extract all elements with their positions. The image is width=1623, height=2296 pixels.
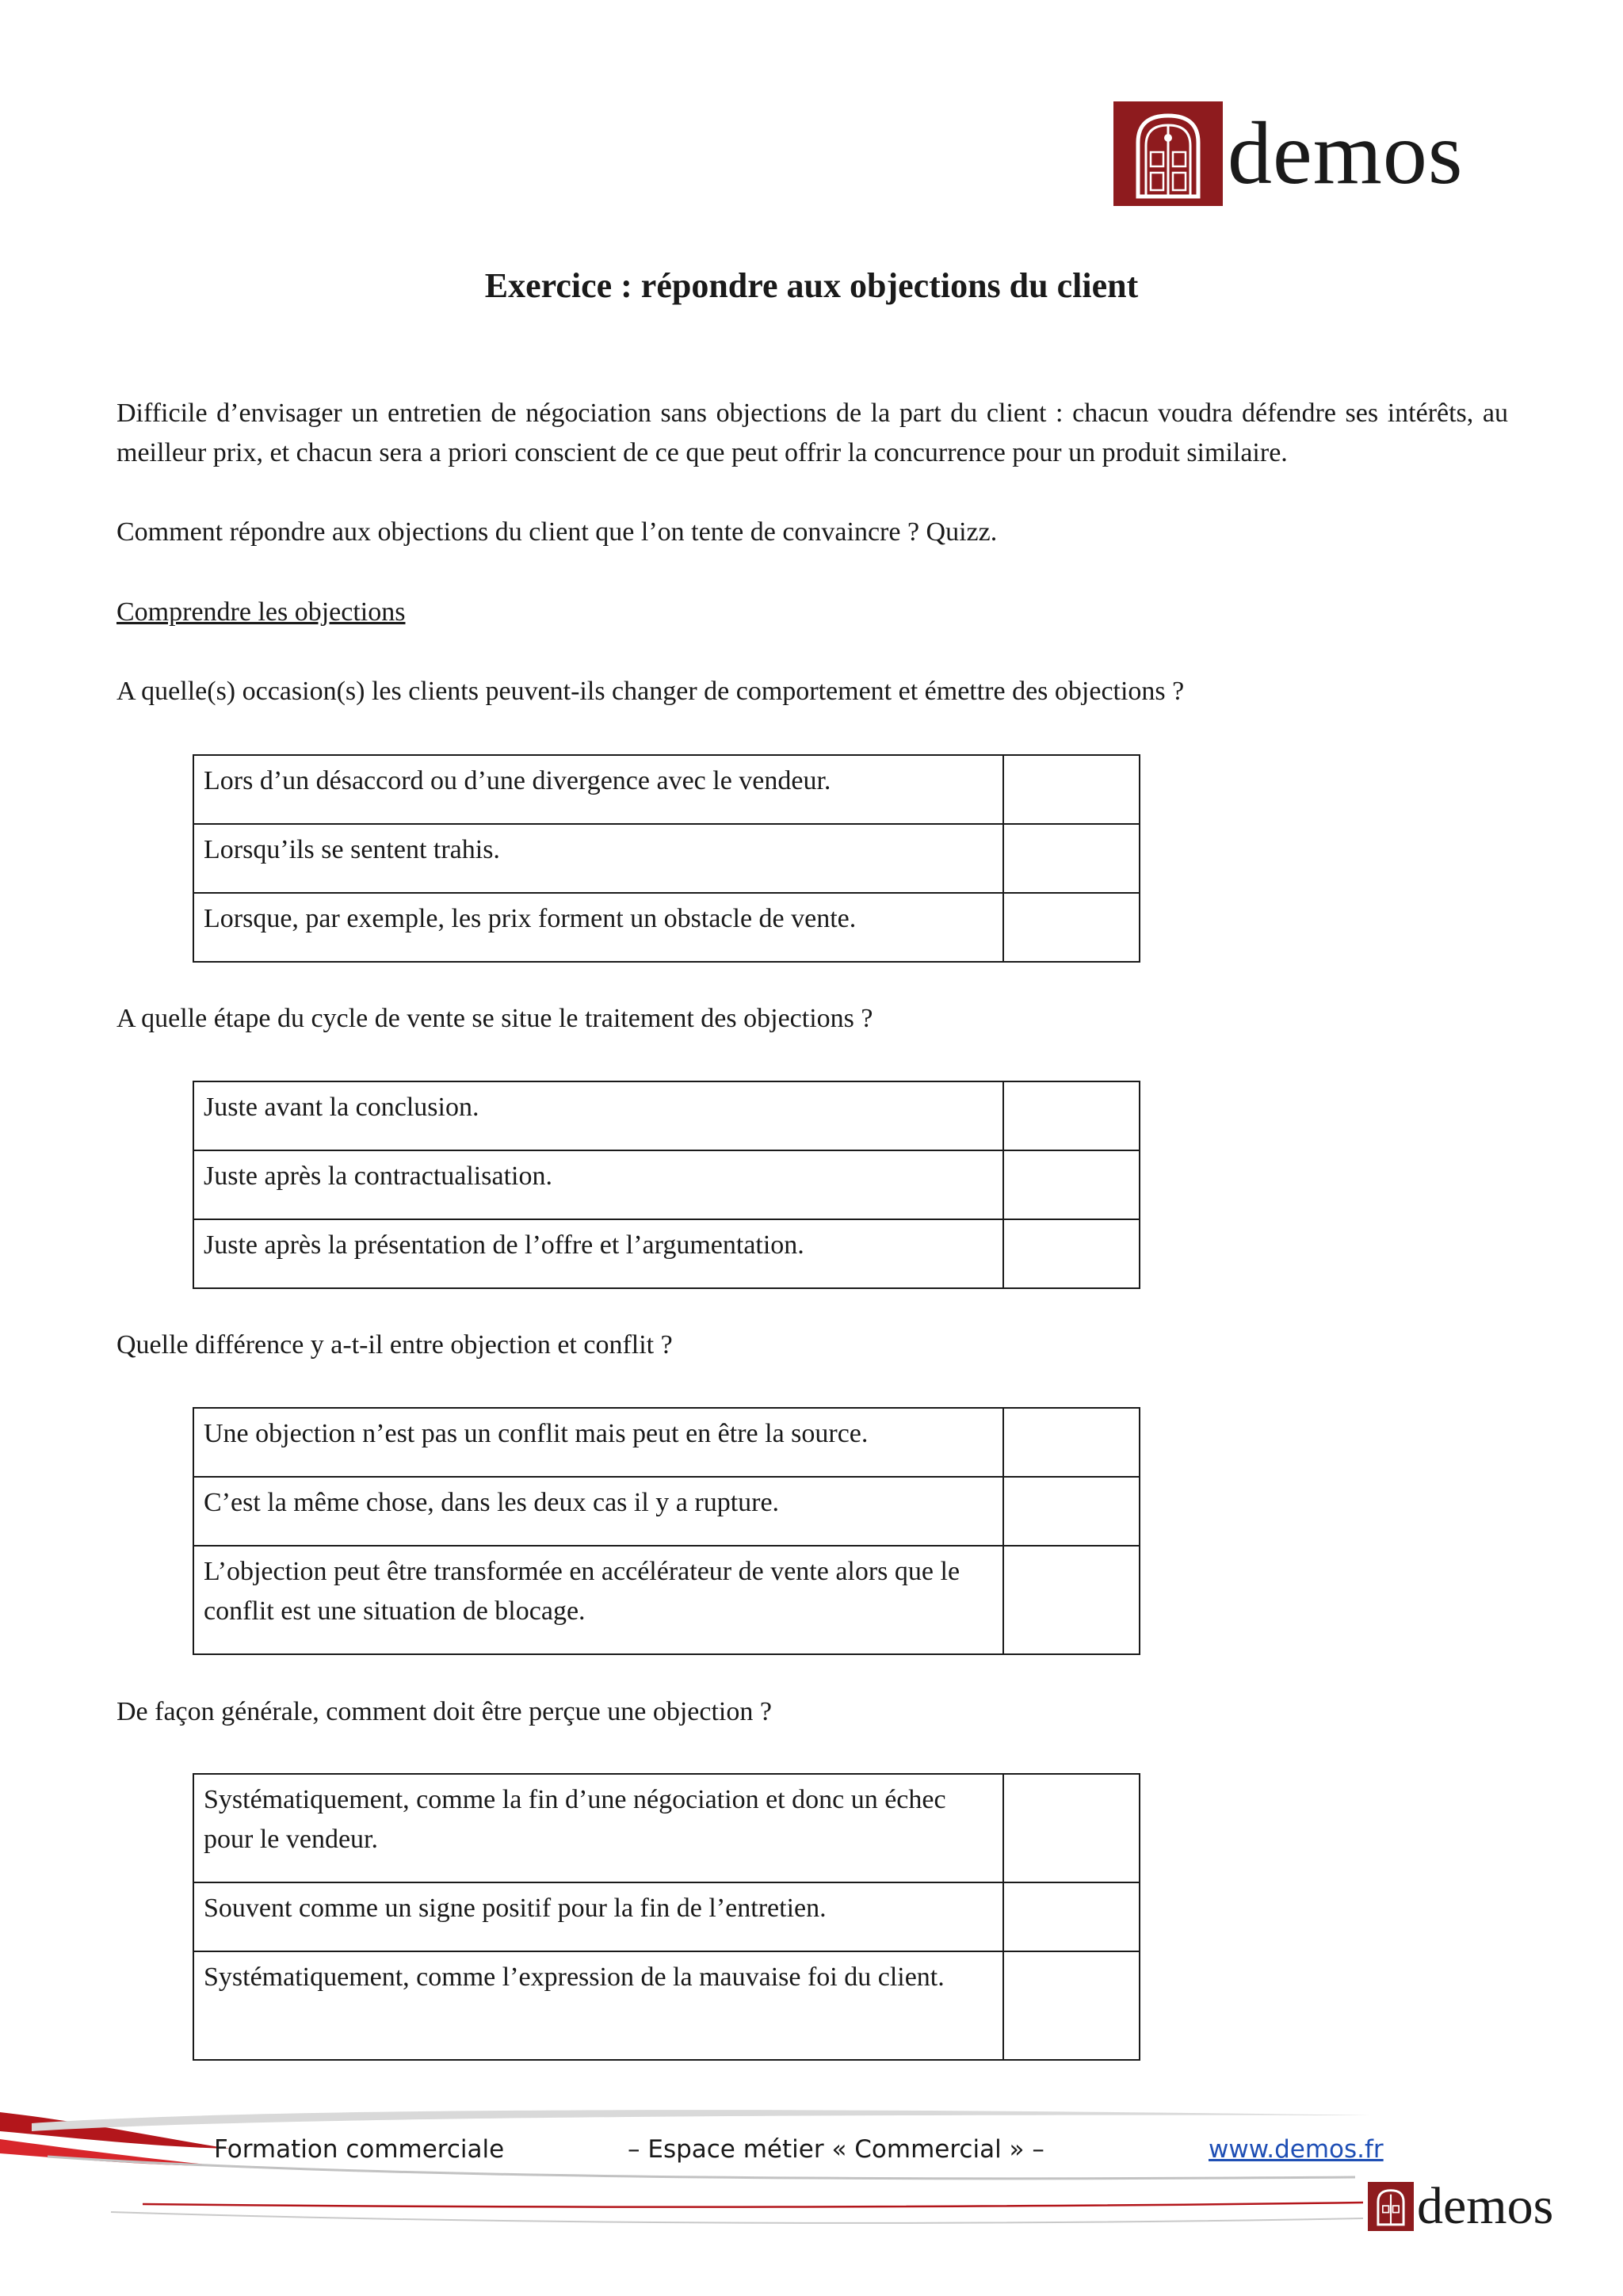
answer-checkbox[interactable] [1003,1219,1140,1288]
logo-wordmark: demos [1228,105,1464,203]
option-label: Souvent comme un signe positif pour la fin de l’entretien. [193,1882,1003,1951]
option-label: Lors d’un désaccord ou d’une divergence avec le vendeur. [193,755,1003,824]
question-3: Quelle différence y a-t-il entre objection et conflit ? [116,1330,673,1360]
option-row [193,1882,1140,1951]
footer-center-text: – Espace métier « Commercial » – [628,2135,1044,2164]
option-label: Lorsqu’ils se sentent trahis. [193,824,1003,893]
intro-question: Comment répondre aux objections du client que l’on tente de convaincre ? Quizz. [116,517,998,547]
footer-website-link[interactable]: www.demos.fr [1209,2135,1384,2164]
option-label: C’est la même chose, dans les deux cas il y a rupture. [193,1477,1003,1546]
answer-checkbox[interactable] [1003,755,1140,824]
footer-left-text: Formation commerciale [214,2135,505,2164]
answer-checkbox[interactable] [1003,1882,1140,1951]
option-label: L’objection peut être transformée en accélérateur de vente alors que le conflit est une situation de blocage. [193,1546,1003,1654]
footer-logo-wordmark: demos [1417,2177,1554,2235]
section-heading: Comprendre les objections [116,597,406,627]
answer-checkbox[interactable] [1003,1951,1140,2060]
answer-checkbox[interactable] [1003,1081,1140,1150]
answer-checkbox[interactable] [1003,1150,1140,1219]
answer-checkbox[interactable] [1003,1774,1140,1882]
answer-checkbox[interactable] [1003,1408,1140,1477]
option-label: Juste avant la conclusion. [193,1081,1003,1150]
option-label: Juste après la présentation de l’offre et l’argumentation. [193,1219,1003,1288]
option-row [193,1546,1140,1654]
option-row [193,893,1140,962]
option-label: Lorsque, par exemple, les prix forment un obstacle de vente. [193,893,1003,962]
answer-checkbox[interactable] [1003,824,1140,893]
options-table-3 [193,1407,1140,1655]
option-row [193,1774,1140,1882]
answer-checkbox[interactable] [1003,1477,1140,1546]
question-1: A quelle(s) occasion(s) les clients peuvent-ils changer de comportement et émettre des objections ? [116,677,1185,706]
footer-demos-logo [1368,2177,1554,2235]
option-label: Systématiquement, comme l’expression de la mauvaise foi du client. [193,1951,1003,2060]
options-table-4 [193,1773,1140,2061]
door-emblem-icon [1113,101,1223,206]
option-row [193,1150,1140,1219]
option-row [193,755,1140,824]
answer-checkbox[interactable] [1003,1546,1140,1654]
options-table-1 [193,754,1140,963]
question-4: De façon générale, comment doit être perçue une objection ? [116,1697,772,1726]
door-emblem-icon [1368,2182,1414,2231]
answer-checkbox[interactable] [1003,893,1140,962]
option-row [193,1219,1140,1288]
option-row [193,1477,1140,1546]
option-label: Juste après la contractualisation. [193,1150,1003,1219]
option-label: Systématiquement, comme la fin d’une négociation et donc un échec pour le vendeur. [193,1774,1003,1882]
option-row [193,1081,1140,1150]
option-row [193,1951,1140,2060]
page-title: Exercice : répondre aux objections du client [484,266,1139,305]
options-table-2 [193,1081,1140,1289]
option-row [193,824,1140,893]
intro-paragraph: Difficile d’envisager un entretien de négociation sans objections de la part du client : chacun voudra défendre ses intérêts, au meilleur prix, et chacun sera a priori conscient de ce que peut offrir la concurrence pour un produit similaire. [116,399,1508,467]
demos-logo [1113,101,1463,206]
question-2: A quelle étape du cycle de vente se situe le traitement des objections ? [116,1004,873,1033]
option-label: Une objection n’est pas un conflit mais peut en être la source. [193,1408,1003,1477]
option-row [193,1408,1140,1477]
